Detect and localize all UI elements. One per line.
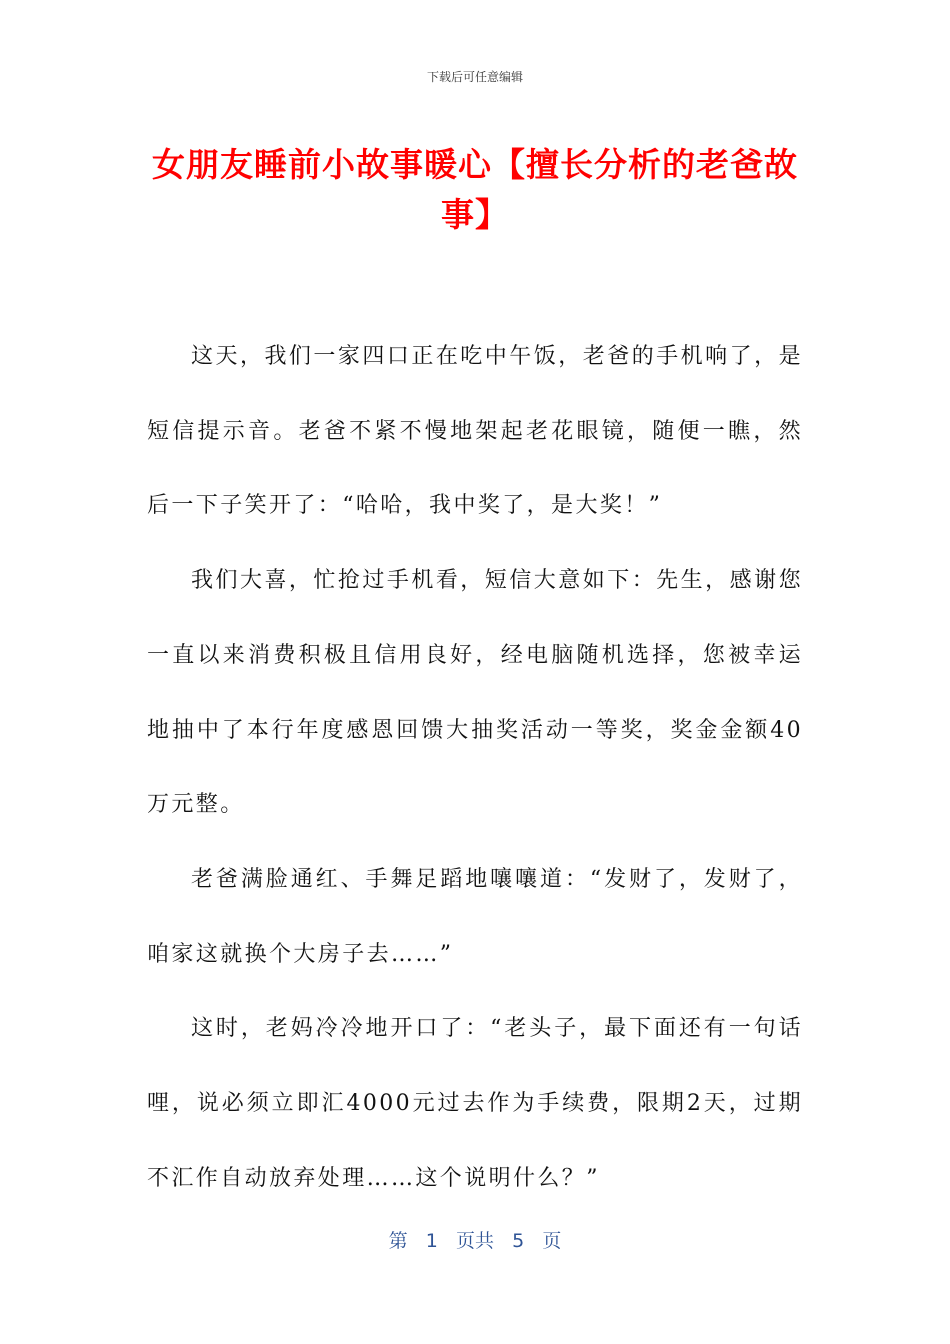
page-number-footer [0, 1226, 950, 1253]
page-prefix: 第 [388, 1230, 408, 1252]
header-note: 下载后可任意编辑 [426, 70, 523, 84]
document-title: 女朋友睡前小故事暖心【擅长分析的老爸故事】 [152, 145, 798, 234]
page-middle: 页共 [455, 1230, 494, 1252]
page-current: 1 [425, 1230, 438, 1252]
paragraph: 老爸满脸通红、手舞足蹈地嚷嚷道：“发财了，发财了，咱家这就换个大房子去……” [147, 866, 803, 967]
page-suffix: 页 [542, 1230, 562, 1252]
paragraph: 我们大喜，忙抢过手机看，短信大意如下：先生，感谢您一直以来消费积极且信用良好，经电脑随机选择，您被幸运地抽中了本行年度感恩回馈大抽奖活动一等奖，奖金金额40万元整。 [147, 568, 803, 818]
paragraph: 这天，我们一家四口正在吃中午饭，老爸的手机响了，是短信提示音。老爸不紧不慢地架起老花眼镜，随便一瞧，然后一下子笑开了：“哈哈，我中奖了，是大奖！” [147, 344, 803, 519]
paragraph: 这时，老妈冷冷地开口了：“老头子，最下面还有一句话哩，说必须立即汇4000元过去作为手续费，限期2天，过期不汇作自动放弃处理……这个说明什么？” [147, 1016, 803, 1191]
document-body [147, 320, 803, 1216]
page-total: 5 [512, 1230, 525, 1252]
